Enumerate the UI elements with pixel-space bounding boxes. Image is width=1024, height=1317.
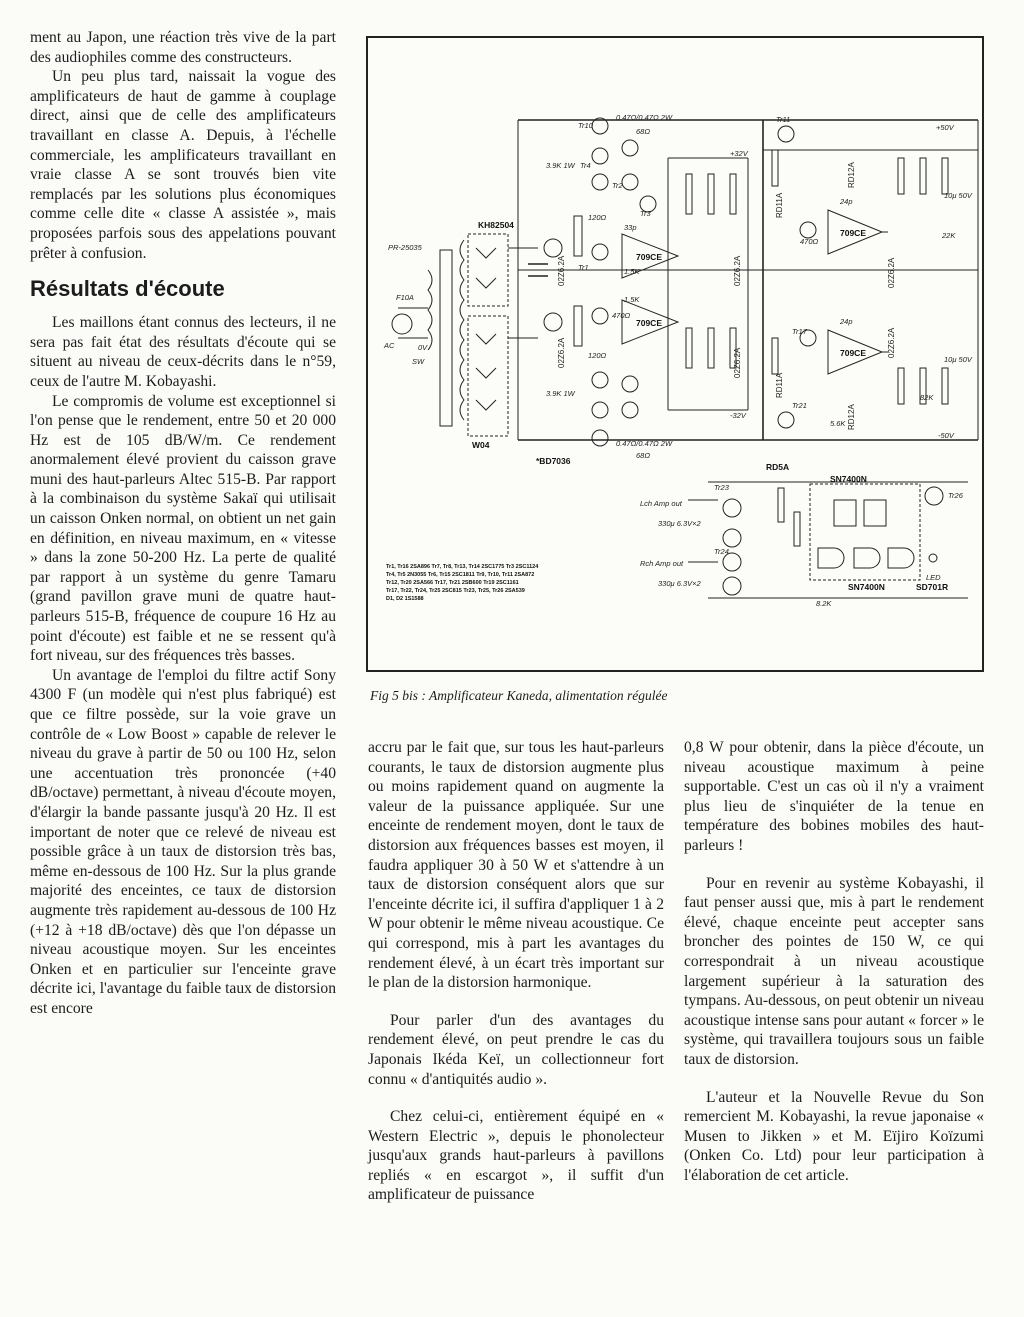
transistor-label: Tr23 — [714, 483, 729, 492]
section-heading: Résultats d'écoute — [30, 276, 225, 302]
transistor-label: Tr10 — [578, 121, 593, 130]
parts-legend-line: Tr4, Tr5 2N3055 Tr6, Tr15 2SC1811 Tr9, Tr10, Tr11 2SA872 — [386, 572, 535, 578]
label-bd7036: *BD7036 — [536, 456, 571, 466]
zener-label: 02Z6.2A — [887, 257, 896, 288]
zener-label: 02Z6.2A — [557, 337, 566, 368]
zener-label: RD12A — [847, 404, 856, 430]
resistor-label: 0.47Ω/0.47Ω 2W — [616, 439, 673, 448]
cap-label: 33p — [624, 223, 637, 232]
zener-label: 02Z6.2A — [733, 255, 742, 286]
resistor-label: 5.6K — [830, 419, 846, 428]
transistor-label: Tr3 — [640, 209, 651, 218]
label-rch: Rch Amp out — [640, 559, 684, 568]
resistor-label: 470Ω — [612, 311, 631, 320]
parts-legend-line: Tr17, Tr22, Tr24, Tr25 2SC815 Tr23, Tr25, Tr26 2SA539 — [386, 588, 525, 594]
label-0v: 0V — [418, 343, 428, 352]
label-pr: PR-25035 — [388, 243, 422, 252]
transformer-label: KH82504 — [478, 220, 514, 230]
resistor-label: 8.2K — [816, 599, 832, 608]
resistor-label: 3.9K 1W — [546, 389, 575, 398]
cap-label: 330μ 6.3V×2 — [658, 519, 701, 528]
label-led: LED — [926, 573, 941, 582]
label-lch: Lch Amp out — [640, 499, 682, 508]
label-sd701r: SD701R — [916, 582, 949, 592]
transistor-label: Tr1 — [578, 263, 589, 272]
resistor-label: 1.5K — [624, 267, 640, 276]
transistor-label: Tr21 — [792, 401, 807, 410]
cap-label: 330μ 6.3V×2 — [658, 579, 701, 588]
transistor-label: Tr26 — [948, 491, 963, 500]
paragraph: Les maillons étant connus des lecteurs, il ne sera pas fait état des résultats d'écoute qui se situent au niveau de ceux-décrits dans le n°59, ceux de l'autre M. Kobayashi. — [30, 314, 336, 390]
resistor-label: 120Ω — [588, 351, 607, 360]
paragraph: ment au Japon, une réaction très vive de la part des audiophiles comme des constructeurs. — [30, 29, 336, 66]
parts-legend-line: Tr1, Tr16 2SA896 Tr7, Tr8, Tr13, Tr14 2SC1775 Tr3 2SC1124 — [386, 564, 539, 570]
zener-label: 02Z6.2A — [733, 347, 742, 378]
left-column — [30, 28, 336, 1019]
transistor-label: Tr11 — [776, 115, 791, 124]
parts-legend-line: D1, D2 1S1588 — [386, 596, 424, 602]
resistor-label: 1.5K — [624, 295, 640, 304]
cap-label: 10μ 50V — [944, 191, 972, 200]
label-sn7400n-top: SN7400N — [830, 474, 867, 484]
label-w04: W04 — [472, 440, 490, 450]
right-column — [684, 738, 984, 1185]
cap-label: 10μ 50V — [944, 355, 972, 364]
opamp-label: 709CE — [840, 228, 866, 238]
circuit-diagram-figure — [366, 36, 984, 672]
paragraph: L'auteur et la Nouvelle Revue du Son remercient M. Kobayashi, la revue japonaise « Musen to Jikken » et M. Eïjiro Koïzumi (Onken Co. Ltd) pour leur participation à l'élaboration de cet article. — [684, 1088, 984, 1184]
transistor-label: Tr4 — [580, 161, 591, 170]
label-rd5a: RD5A — [766, 462, 790, 472]
resistor-label: 0.47Ω/0.47Ω 2W — [616, 113, 673, 122]
paragraph: accru par le fait que, sur tous les haut-parleurs courants, le taux de distorsion augmente plus ou moins rapidement quand on augmente la valeur de la puissance appliquée. Sur une enceinte de rendement moyen, dont le taux de distorsion aux fréquences basses est moyen, il faudra appliquer 30 à 50 W et s'attendre à un taux de distorsion conséquent alors que sur l'enceinte décrite ici, il suffira d'appliquer 1 à 2 W pour obtenir le même niveau acoustique. Ce qui correspond, mis à part les avantages du rendement élevé, à un écart très important sur le plan de la distorsion harmonique. — [368, 739, 664, 992]
resistor-label: 22K — [942, 231, 956, 240]
opamp-label: 709CE — [636, 318, 662, 328]
figure-caption: Fig 5 bis : Amplificateur Kaneda, alimentation régulée — [370, 688, 668, 703]
resistor-label: 470Ω — [800, 237, 819, 246]
cap-label: 24p — [840, 197, 853, 206]
label-minus32v: -32V — [730, 411, 746, 420]
paragraph: Un avantage de l'emploi du filtre actif Sony 4300 F (un modèle qui n'est plus fabriqué) est que ce filtre possède, sur la voie grave un contrôle de « Low Boost » capable de relever le niveau du grave à partir de 50 ou 100 Hz, selon une accentuation très prononcée (+40 dB/octave) permettant, à niveau d'écoute moyen, d'élargir la bande passante jusqu'à 20 Hz. Il est important de noter que ce relevé de niveau est possible grâce à un taux de distorsion très bas, même en-dessous de 100 Hz. Sur la plus grande majorité des enceintes, ce taux de distorsion augmente très rapidement au-dessous de 100 Hz (+12 à +18 dB/octave) dès que l'on dépasse un niveau acoustique moyen. Sur les enceintes Onken et en particulier sur l'enceinte grave décrite ici, l'avantage du faible taux de distorsion est encore — [30, 666, 336, 1017]
resistor-label: 68Ω — [636, 451, 651, 460]
paragraph: Pour parler d'un des avantages du rendement élevé, on peut prendre le cas du Japonais Ikéda Keï, un collectionneur fort connu « d'antiquités audio ». — [368, 1011, 664, 1088]
zener-label: RD12A — [847, 162, 856, 188]
resistor-label: 120Ω — [588, 213, 607, 222]
zener-label: 02Z6.2A — [557, 255, 566, 286]
transistor-label: Tr17 — [792, 327, 807, 336]
paragraph: Un peu plus tard, naissait la vogue des amplificateurs de haut de gamme à couplage direct, ainsi que de celle des amplificateurs travaillant en classe A. Depuis, à l'échelle commerciale, les amplificateurs travaillant en vraie classe A se sont trouvés bien vite remplacés par les solutions plus économiques comme celle dite « classe A assistée », mais proposées parfois sous des appelations pouvant prêter à confusion. — [30, 68, 336, 262]
resistor-label: 82K — [920, 393, 934, 402]
paragraph: 0,8 W pour obtenir, dans la pièce d'écoute, un niveau acoustique maximum à peine supportable. C'est un cas où il n'y a vraiment plus lieu de s'inquiéter de la tenue en température des bobines mobiles des haut-parleurs ! — [684, 739, 984, 854]
opamp-label: 709CE — [840, 348, 866, 358]
resistor-label: 3.9K 1W — [546, 161, 575, 170]
label-ac: AC — [384, 341, 395, 350]
label-plus32v: +32V — [730, 149, 748, 158]
paragraph: Pour en revenir au système Kobayashi, il faut penser aussi que, mis à part le rendement élevé, chaque enceinte peut accepter sans broncher des pointes de 150 W, ce qui correspondrait à un niveau acoustique largement supérieur à la saturation des tympans. Au-dessous, on peut obtenir un niveau acoustique intense sans pour autant « forcer » le système, qui travaillera toujours sous un faible taux de distorsion. — [684, 874, 984, 1068]
middle-column — [368, 738, 664, 1205]
label-fuse: F10A — [396, 293, 414, 302]
zener-label: RD11A — [775, 372, 784, 398]
paragraph: Chez celui-ci, entièrement équipé en « Western Electric », depuis le phonolecteur jusqu'aux grands haut-parleurs à pavillons repliés « en escargot », il suffit d'un amplificateur de puissance — [368, 1108, 664, 1204]
label-sn7400n-bottom: SN7400N — [848, 582, 885, 592]
paragraph: Le compromis de volume est exceptionnel si l'on pense que le rendement, entre 50 et 20 000 Hz est de 105 dB/W/m. Ce rendement anormalement élevé provient du caisson grave muni des haut-parleurs Altec 515-B. Par rapport à la combinaison du système Sakaï qui utilisait un caisson Onken normal, on obtient un net gain en définition, en niveau maximum, en « vitesse » dans la zone 50-200 Hz. La perte de qualité par rapport à un système du genre Tamaru (grand pavillon grave muni de quatre haut-parleurs 515-B, fréquence de coupure 16 Hz au point d'écoute) est faible et ne se ressent qu'à fort niveau, sur des fréquences très basses. — [30, 392, 336, 665]
transistor-label: Tr2 — [612, 181, 623, 190]
circuit-schematic — [368, 38, 982, 670]
parts-legend-line: Tr12, Tr20 2SA566 Tr17, Tr21 2SB600 Tr19 2SC1161 — [386, 580, 519, 586]
label-minus50v: -50V — [938, 431, 954, 440]
zener-label: 02Z6.2A — [887, 327, 896, 358]
cap-label: 24p — [840, 317, 853, 326]
opamp-label: 709CE — [636, 252, 662, 262]
label-sw: SW — [412, 357, 425, 366]
zener-label: RD11A — [775, 192, 784, 218]
transistor-label: Tr24 — [714, 547, 729, 556]
label-plus50v: +50V — [936, 123, 954, 132]
resistor-label: 68Ω — [636, 127, 651, 136]
